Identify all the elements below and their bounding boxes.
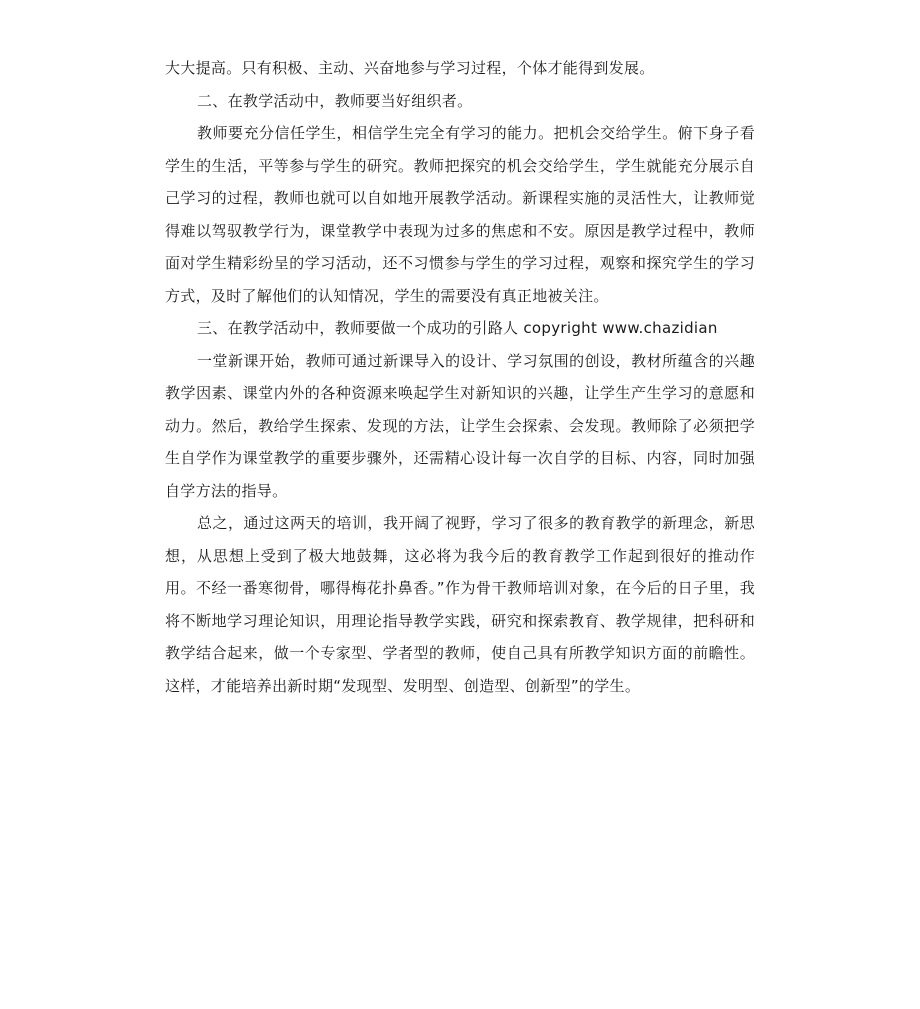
paragraph-continuation: 大大提高。只有积极、主动、兴奋地参与学习过程，个体才能得到发展。 (165, 59, 655, 77)
section-heading-guide: 三、在教学活动中，教师要做一个成功的引路人 copyright www.chazidian (197, 319, 718, 337)
section-heading-organizer: 二、在教学活动中，教师要当好组织者。 (197, 91, 473, 110)
paragraph-conclusion: 总之，通过这两天的培训，我开阔了视野，学习了很多的教育教学的新理念，新思想，从思想上受到了极大地鼓舞，这必将为我今后的教育教学工作起到很好的推动作用。不经一番寒彻骨，哪得梅花扑鼻香。”作为骨干教师培训对象，在今后的日子里，我将不断地学习理论知识，用理论指导教学实践，研究和探索教育、教学规律，把科研和教学结合起来，做一个专家型、学者型的教师，使自己具有所教学知识方面的前瞻性。这样，才能培养出新时期“发现型、发明型、创造型、创新型”的学生。 (165, 514, 755, 695)
paragraph-trust-students: 教师要充分信任学生，相信学生完全有学习的能力。把机会交给学生。俯下身子看学生的生活，平等参与学生的研究。教师把探究的机会交给学生，学生就能充分展示自己学习的过程，教师也就可以自如地开展教学活动。新课程实施的灵活性大，让教师觉得难以驾驭教学行为，课堂教学中表现为过多的焦虑和不安。原因是教学过程中，教师面对学生精彩纷呈的学习活动，还不习惯参与学生的学习过程，观察和探究学生的学习方式，及时了解他们的认知情况，学生的需要没有真正地被关注。 (165, 124, 755, 305)
document-body (165, 52, 755, 702)
paragraph-new-lesson: 一堂新课开始，教师可通过新课导入的设计、学习氛围的创设，教材所蕴含的兴趣教学因素、课堂内外的各种资源来唤起学生对新知识的兴趣，让学生产生学习的意愿和动力。然后，教给学生探索、发现的方法，让学生会探索、会发现。教师除了必须把学生自学作为课堂教学的重要步骤外，还需精心设计每一次自学的目标、内容，同时加强自学方法的指导。 (165, 351, 755, 500)
